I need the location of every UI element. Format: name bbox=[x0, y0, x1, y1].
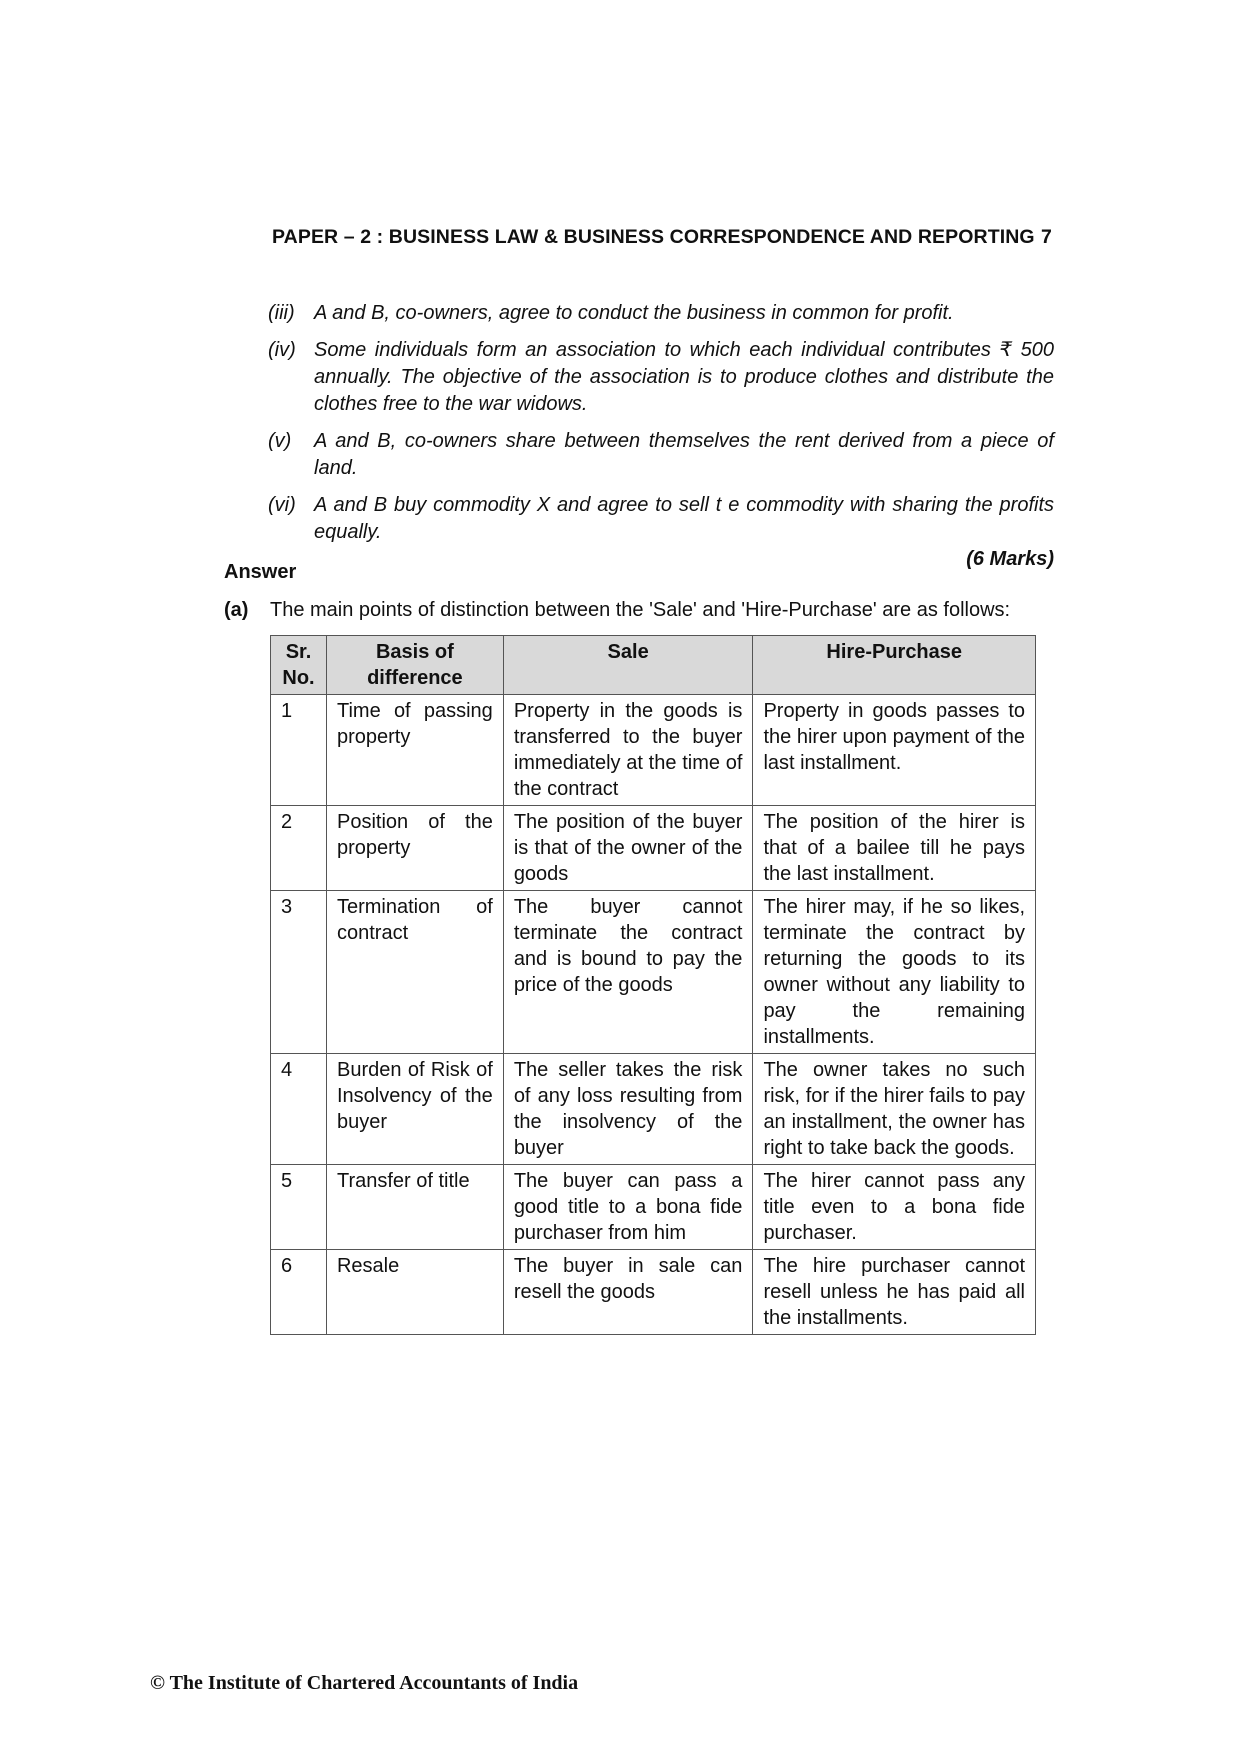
cell-sale: Property in the goods is transferred to the buyer immediately at the time of the contract bbox=[503, 695, 753, 806]
cell-sr-no: 2 bbox=[271, 806, 327, 891]
item-text: A and B, co-owners, agree to conduct the business in common for profit. bbox=[314, 302, 954, 324]
marks-label: (6 Marks) bbox=[966, 548, 1054, 570]
cell-hire-purchase: The owner takes no such risk, for if the hirer fails to pay an installment, the owner has right to take back the goods. bbox=[753, 1054, 1036, 1165]
cell-sale: The buyer in sale can resell the goods bbox=[503, 1250, 753, 1335]
cell-sr-no: 4 bbox=[271, 1054, 327, 1165]
header-sr-no: Sr. No. bbox=[271, 636, 327, 695]
cell-sale: The buyer cannot terminate the contract and is bound to pay the price of the goods bbox=[503, 891, 753, 1054]
answer-intro bbox=[224, 599, 1054, 622]
item-number: (vi) bbox=[268, 494, 296, 516]
cell-basis: Position of the property bbox=[326, 806, 503, 891]
cell-hire-purchase: Property in goods passes to the hirer upon payment of the last installment. bbox=[753, 695, 1036, 806]
cell-basis: Time of passing property bbox=[326, 695, 503, 806]
cell-sr-no: 1 bbox=[271, 695, 327, 806]
table-row bbox=[271, 1165, 1036, 1250]
table-row bbox=[271, 695, 1036, 806]
item-number: (iv) bbox=[268, 339, 296, 361]
intro-text: The main points of distinction between the 'Sale' and 'Hire-Purchase' are as follows: bbox=[270, 599, 1011, 621]
part-label: (a) bbox=[224, 599, 249, 621]
item-text: Some individuals form an association to which each individual contributes ₹ 500 annually. The objective of the association is to produce clothes and distribute the clothes free to the war widows. bbox=[314, 339, 1054, 415]
question-item-iii bbox=[268, 300, 1054, 327]
cell-sr-no: 6 bbox=[271, 1250, 327, 1335]
header-sale: Sale bbox=[503, 636, 753, 695]
table-row bbox=[271, 806, 1036, 891]
table-row bbox=[271, 1054, 1036, 1165]
cell-basis: Transfer of title bbox=[326, 1165, 503, 1250]
page-number: 7 bbox=[1041, 226, 1052, 248]
table-row bbox=[271, 891, 1036, 1054]
cell-basis: Resale bbox=[326, 1250, 503, 1335]
item-number: (v) bbox=[268, 430, 292, 452]
cell-hire-purchase: The hirer cannot pass any title even to a bona fide purchaser. bbox=[753, 1165, 1036, 1250]
cell-basis: Burden of Risk of Insolvency of the buyer bbox=[326, 1054, 503, 1165]
copyright-footer: © The Institute of Chartered Accountants of India bbox=[150, 1672, 579, 1694]
table-row bbox=[271, 1250, 1036, 1335]
cell-hire-purchase: The hire purchaser cannot resell unless he has paid all the installments. bbox=[753, 1250, 1036, 1335]
cell-sr-no: 3 bbox=[271, 891, 327, 1054]
item-number: (iii) bbox=[268, 302, 295, 324]
answer-heading: Answer bbox=[224, 561, 297, 583]
cell-sr-no: 5 bbox=[271, 1165, 327, 1250]
table-header-row bbox=[271, 636, 1036, 695]
cell-hire-purchase: The position of the hirer is that of a bailee till he pays the last installment. bbox=[753, 806, 1036, 891]
paper-title: PAPER – 2 : BUSINESS LAW & BUSINESS CORRESPONDENCE AND REPORTING bbox=[272, 226, 1035, 248]
question-item-v bbox=[268, 428, 1054, 482]
cell-hire-purchase: The hirer may, if he so likes, terminate the contract by returning the goods to its owner without any liability to pay the remaining installments. bbox=[753, 891, 1036, 1054]
cell-basis: Termination of contract bbox=[326, 891, 503, 1054]
cell-sale: The seller takes the risk of any loss resulting from the insolvency of the buyer bbox=[503, 1054, 753, 1165]
cell-sale: The buyer can pass a good title to a bona fide purchaser from him bbox=[503, 1165, 753, 1250]
question-item-iv bbox=[268, 337, 1054, 418]
comparison-table bbox=[270, 635, 1036, 1335]
item-text: A and B, co-owners share between themselves the rent derived from a piece of land. bbox=[314, 430, 1054, 479]
question-items bbox=[268, 300, 1054, 583]
page-header bbox=[272, 226, 1052, 249]
header-hire-purchase: Hire-Purchase bbox=[753, 636, 1036, 695]
header-basis: Basis of difference bbox=[326, 636, 503, 695]
question-item-vi bbox=[268, 492, 1054, 573]
item-text: A and B buy commodity X and agree to sell t e commodity with sharing the profits equally. bbox=[314, 494, 1054, 543]
cell-sale: The position of the buyer is that of the owner of the goods bbox=[503, 806, 753, 891]
